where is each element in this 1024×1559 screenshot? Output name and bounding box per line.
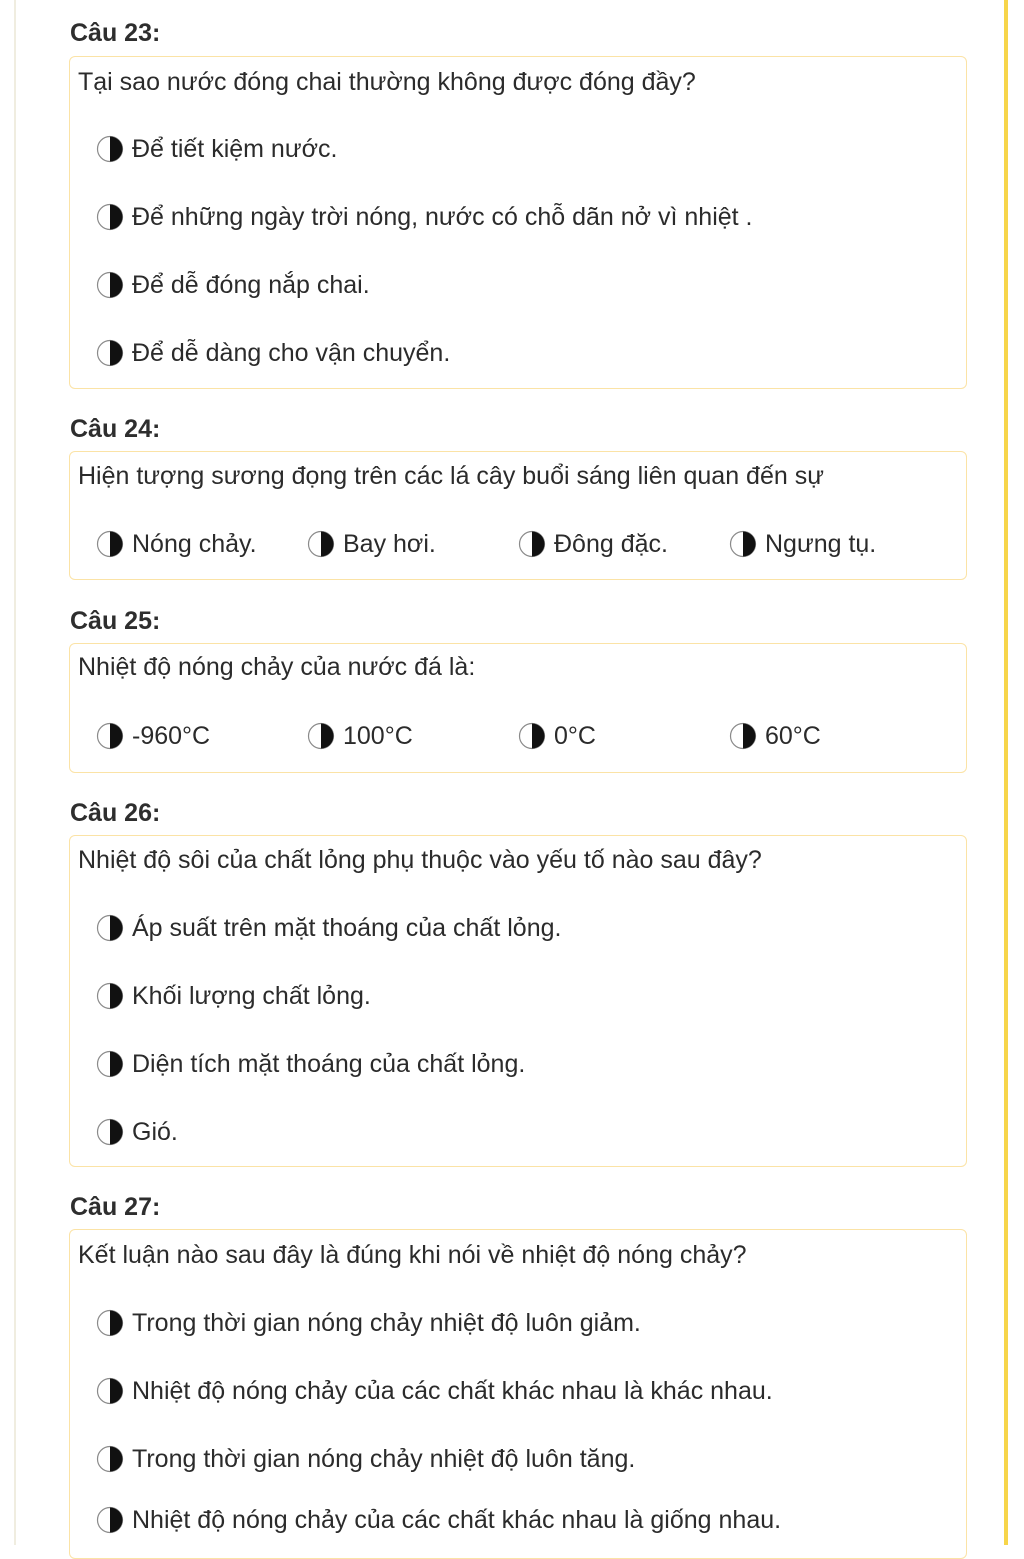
answer-option-b[interactable] (307, 716, 413, 756)
radio-half-filled-icon[interactable] (518, 722, 546, 750)
radio-half-filled-icon[interactable] (96, 914, 124, 942)
question-prompt: Nhiệt độ sôi của chất lỏng phụ thuộc vào yếu tố nào sau đây? (78, 846, 762, 874)
option-label: Để những ngày trời nóng, nước có chỗ dãn nở vì nhiệt . (132, 203, 753, 231)
radio-half-filled-icon[interactable] (96, 722, 124, 750)
question-title: Câu 24: (70, 415, 161, 443)
radio-half-filled-icon[interactable] (96, 339, 124, 367)
option-label: Để dễ dàng cho vận chuyển. (132, 339, 451, 367)
radio-half-filled-icon[interactable] (729, 722, 757, 750)
option-label: Áp suất trên mặt thoáng của chất lỏng. (132, 914, 562, 942)
question-prompt: Hiện tượng sương đọng trên các lá cây buổi sáng liên quan đến sự (78, 462, 824, 490)
radio-half-filled-icon[interactable] (96, 1050, 124, 1078)
option-label: Diện tích mặt thoáng của chất lỏng. (132, 1050, 526, 1078)
answer-option-d[interactable] (96, 1500, 781, 1540)
answer-option-d[interactable] (96, 333, 450, 373)
radio-half-filled-icon[interactable] (96, 271, 124, 299)
answer-option-c[interactable] (96, 1044, 525, 1084)
radio-half-filled-icon[interactable] (96, 1377, 124, 1405)
option-label: Khối lượng chất lỏng. (132, 982, 371, 1010)
answer-option-b[interactable] (96, 976, 371, 1016)
answer-option-d[interactable] (729, 716, 821, 756)
answer-option-c[interactable] (96, 265, 370, 305)
option-label: Gió. (132, 1118, 178, 1146)
option-label: Bay hơi. (343, 530, 436, 558)
option-label: Nhiệt độ nóng chảy của các chất khác nhau là khác nhau. (132, 1377, 773, 1405)
radio-half-filled-icon[interactable] (96, 1309, 124, 1337)
answer-option-a[interactable] (96, 129, 337, 169)
radio-half-filled-icon[interactable] (96, 982, 124, 1010)
question-prompt: Tại sao nước đóng chai thường không được đóng đầy? (78, 68, 696, 96)
radio-half-filled-icon[interactable] (96, 1506, 124, 1534)
answer-option-b[interactable] (96, 1371, 773, 1411)
radio-half-filled-icon[interactable] (96, 530, 124, 558)
answer-option-a[interactable] (96, 1303, 641, 1343)
option-label: Trong thời gian nóng chảy nhiệt độ luôn tăng. (132, 1445, 636, 1473)
radio-half-filled-icon[interactable] (96, 1118, 124, 1146)
answer-option-c[interactable] (518, 524, 668, 564)
radio-half-filled-icon[interactable] (518, 530, 546, 558)
answer-option-d[interactable] (96, 1112, 178, 1152)
option-label: Trong thời gian nóng chảy nhiệt độ luôn giảm. (132, 1309, 641, 1337)
option-label: Ngưng tụ. (765, 530, 877, 558)
question-title: Câu 23: (70, 19, 161, 47)
answer-option-a[interactable] (96, 716, 210, 756)
question-prompt: Nhiệt độ nóng chảy của nước đá là: (78, 653, 476, 681)
question-title: Câu 27: (70, 1193, 161, 1221)
answer-option-b[interactable] (96, 197, 753, 237)
option-label: Để tiết kiệm nước. (132, 135, 338, 163)
option-label: Nhiệt độ nóng chảy của các chất khác nhau là giống nhau. (132, 1506, 782, 1534)
answer-option-a[interactable] (96, 524, 257, 564)
option-label: Nóng chảy. (132, 530, 257, 558)
option-label: 0°C (554, 722, 596, 750)
option-label: Để dễ đóng nắp chai. (132, 271, 370, 299)
radio-half-filled-icon[interactable] (307, 530, 335, 558)
answer-option-a[interactable] (96, 908, 561, 948)
radio-half-filled-icon[interactable] (307, 722, 335, 750)
radio-half-filled-icon[interactable] (96, 1445, 124, 1473)
option-label: -960°C (132, 722, 211, 750)
question-title: Câu 26: (70, 799, 161, 827)
question-prompt: Kết luận nào sau đây là đúng khi nói về nhiệt độ nóng chảy? (78, 1241, 747, 1269)
option-label: 100°C (343, 722, 413, 750)
page-right-border (1004, 0, 1008, 1545)
answer-option-d[interactable] (729, 524, 876, 564)
radio-half-filled-icon[interactable] (96, 203, 124, 231)
answer-option-c[interactable] (518, 716, 596, 756)
question-title: Câu 25: (70, 607, 161, 635)
option-label: Đông đặc. (554, 530, 668, 558)
option-label: 60°C (765, 722, 821, 750)
answer-option-c[interactable] (96, 1439, 635, 1479)
radio-half-filled-icon[interactable] (729, 530, 757, 558)
radio-half-filled-icon[interactable] (96, 135, 124, 163)
page-left-border (14, 0, 16, 1545)
answer-option-b[interactable] (307, 524, 436, 564)
